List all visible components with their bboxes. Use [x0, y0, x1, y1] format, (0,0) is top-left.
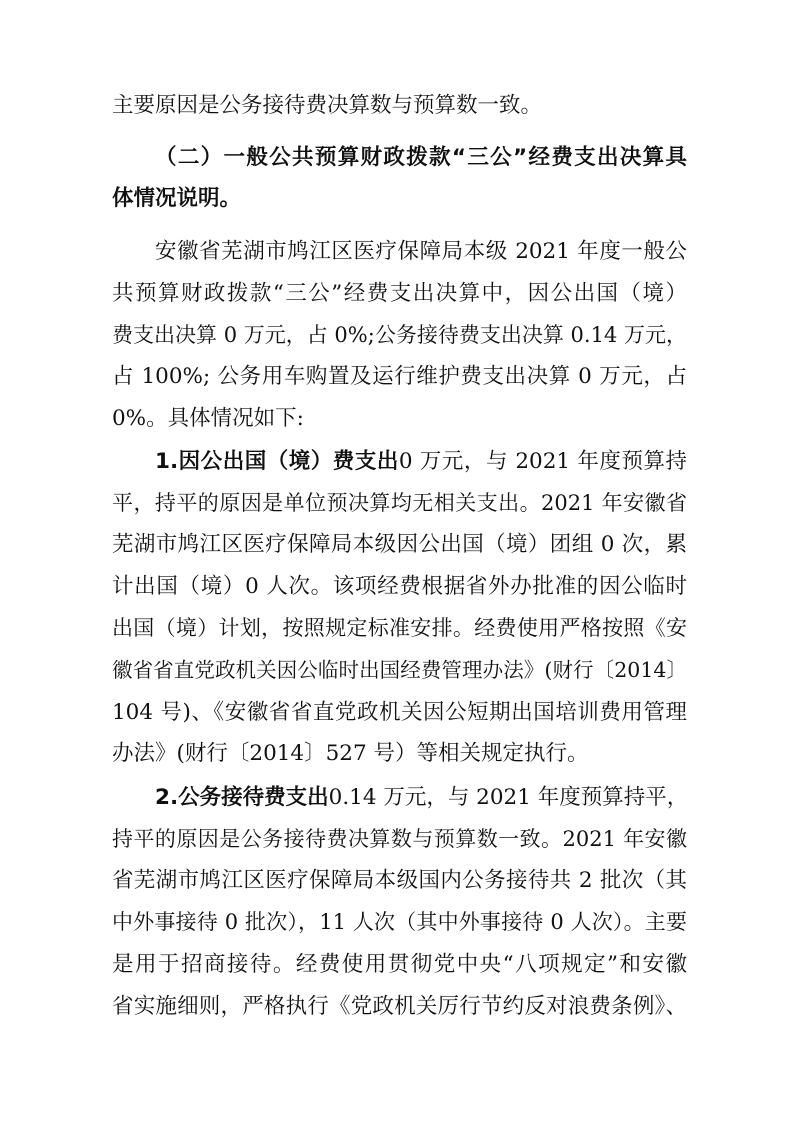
paragraph-line: 费支出决算 0 万元，占 0%;公务接待费支出决算 0.14 万元， [112, 323, 687, 347]
section-heading: （二）一般公共预算财政拨款“三公”经费支出决算具 [155, 145, 687, 170]
item2-heading: 2.公务接待费支出 [155, 785, 329, 810]
paragraph-line: 出国（境）计划，按照规定标准安排。经费使用严格按照《安 [112, 616, 687, 640]
paragraph-line: 共预算财政拨款“三公”经费支出决算中，因公出国（境） [112, 281, 687, 306]
item2-first-line [155, 785, 687, 811]
paragraph-line: 是用于招商接待。经费使用贯彻党中央“八项规定”和安徽 [112, 952, 687, 977]
paragraph-line: 主要原因是公务接待费决算数与预算数一致。 [112, 93, 543, 118]
paragraph-line: 中外事接待 0 批次），11 人次（其中外事接待 0 人次）。主要 [112, 910, 687, 934]
paragraph-line: 安徽省芜湖市鸠江区医疗保障局本级 2021 年度一般公 [155, 239, 687, 264]
paragraph-line: 芜湖市鸠江区医疗保障局本级因公出国（境）团组 0 次，累 [112, 532, 687, 557]
paragraph-line: 平，持平的原因是单位预决算均无相关支出。2021 年安徽省 [112, 491, 687, 515]
paragraph-line: 办法》(财行〔2014〕527 号）等相关规定执行。 [112, 741, 589, 766]
item1-first-line [155, 449, 687, 475]
section-heading-cont: 体情况说明。 [112, 186, 242, 211]
paragraph-line: 计出国（境）0 人次。该项经费根据省外办批准的因公临时 [112, 574, 687, 599]
paragraph-line: 占 100%; 公务用车购置及运行维护费支出决算 0 万元，占 [112, 364, 687, 389]
paragraph-line: 省芜湖市鸠江区医疗保障局本级国内公务接待共 2 批次（其 [112, 868, 687, 893]
item2-text: 0.14 万元，与 2021 年度预算持平， [328, 785, 689, 810]
paragraph-line: 徽省省直党政机关因公临时出国经费管理办法》(财行〔2014〕 [112, 658, 687, 682]
paragraph-line: 0%。具体情况如下: [112, 406, 304, 431]
paragraph-line: 104 号)、《安徽省省直党政机关因公短期出国培训费用管理 [112, 700, 687, 725]
paragraph-line: 持平的原因是公务接待费决算数与预算数一致。2021 年安徽 [112, 827, 687, 851]
paragraph-line: 省实施细则，严格执行《党政机关厉行节约反对浪费条例》、 [112, 994, 687, 1019]
item1-heading: 1.因公出国（境）费支出 [155, 449, 399, 474]
item1-text: 0 万元，与 2021 年度预算持 [398, 449, 687, 474]
